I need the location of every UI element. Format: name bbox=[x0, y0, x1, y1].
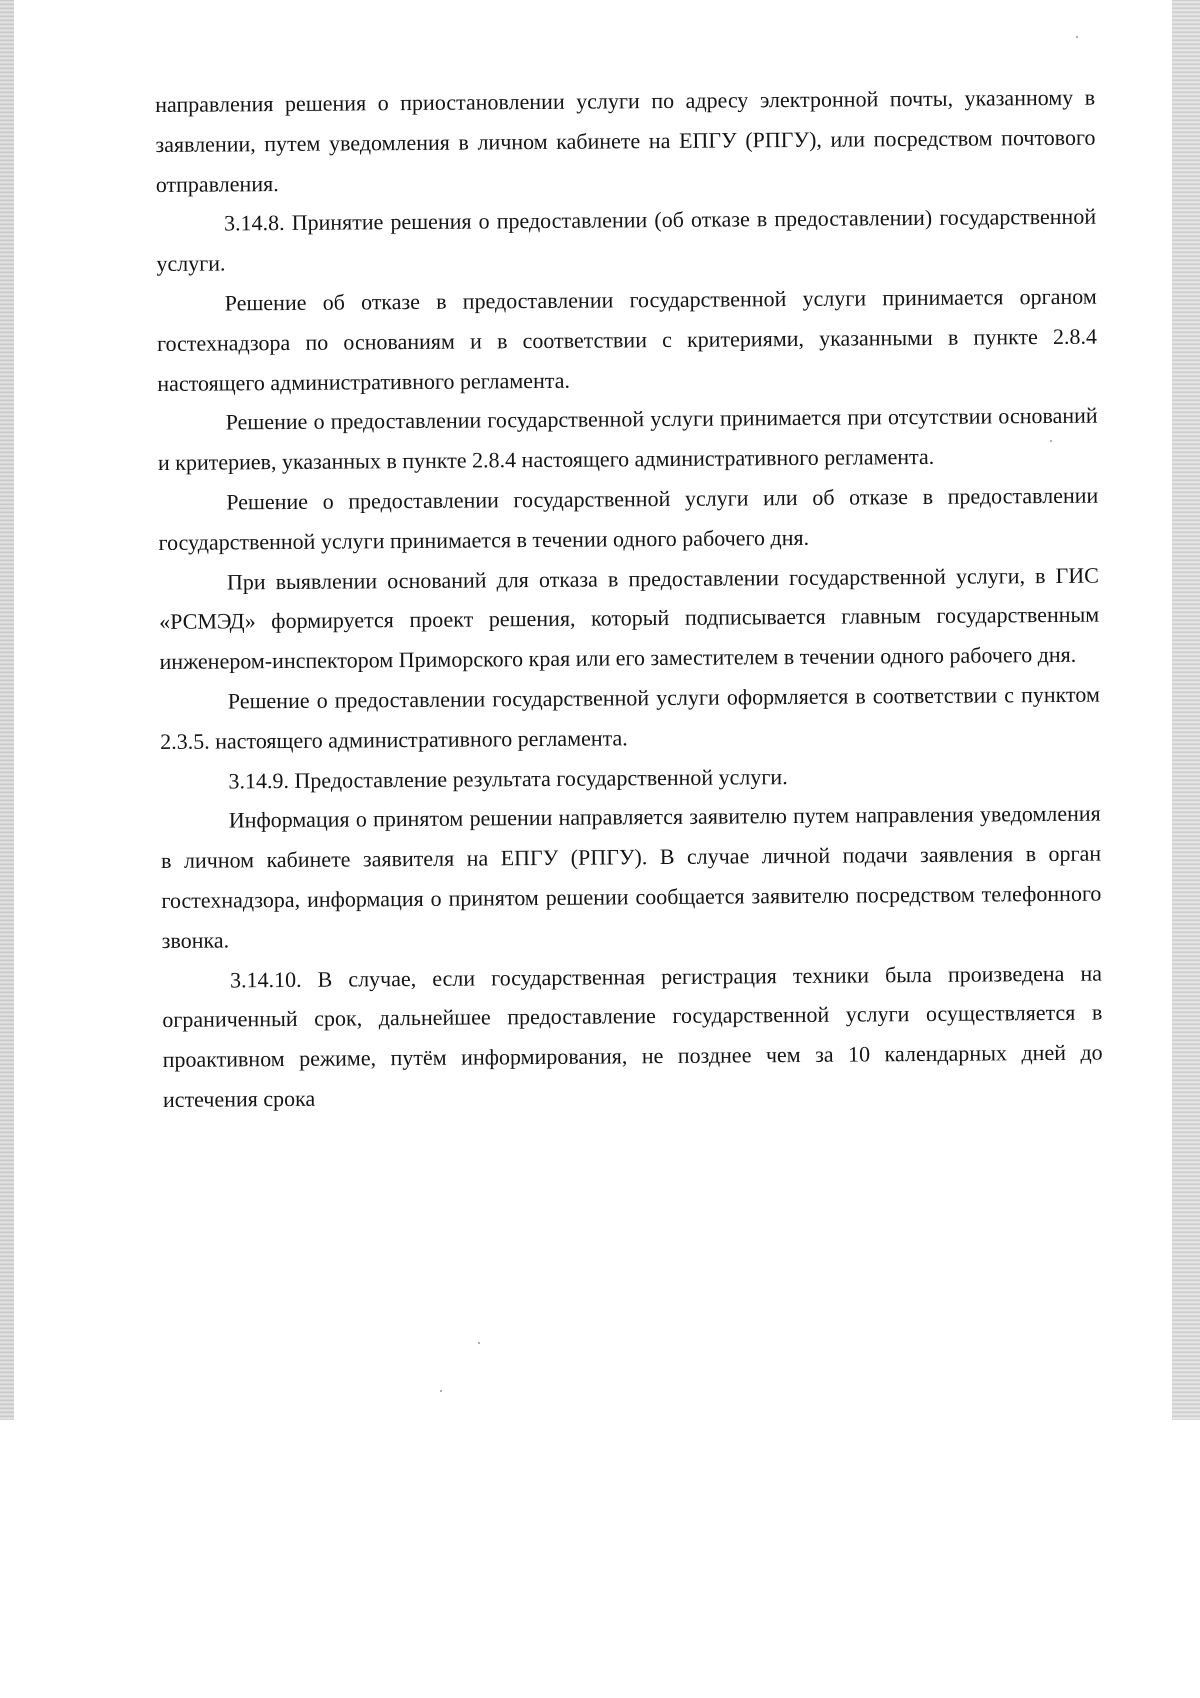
scan-edge-right bbox=[1172, 0, 1200, 1420]
paragraph-section-3-14-10: 3.14.10. В случае, если государственная регистрация техники была произведена на ограниченный срок, дальнейшее предоставление государственной услуги осуществляется в проактивном режиме, путём информирования, не позднее чем за 10 календарных дней до истечения срока bbox=[162, 960, 1103, 1112]
scan-speck bbox=[478, 1342, 480, 1344]
document-body bbox=[155, 78, 1103, 1120]
paragraph: Решение о предоставлении государственной услуги оформляется в соответствии с пунктом 2.3.5. настоящего административного регламента. bbox=[160, 681, 1100, 754]
paragraph: При выявлении оснований для отказа в предоставлении государственной услуги, в ГИС «РСМЭД» формируется проект решения, который подписывается главным государственным инженером-инспектором Приморского края или его заместителем в течении одного рабочего дня. bbox=[159, 562, 1100, 675]
scan-speck bbox=[1076, 36, 1078, 38]
paragraph-section-3-14-8: 3.14.8. Принятие решения о предоставлении (об отказе в предоставлении) государственной услуги. bbox=[156, 204, 1097, 277]
paragraph: Решение о предоставлении государственной услуги или об отказе в предоставлении государственной услуги принимается в течении одного рабочего дня. bbox=[158, 482, 1099, 555]
scan-speck bbox=[440, 1390, 442, 1392]
paragraph-section-3-14-9: 3.14.9. Предоставление результата государственной услуги. bbox=[228, 763, 788, 793]
paragraph: Решение об отказе в предоставлении государственной услуги принимается органом гостехнадзора по основаниям и в соответствии с критериями, указанными в пункте 2.8.4 настоящего административного регламента. bbox=[156, 283, 1098, 396]
paragraph: Решение о предоставлении государственной услуги принимается при отсутствии оснований и критериев, указанных в пункте 2.8.4 настоящего административного регламента. bbox=[157, 402, 1098, 476]
scan-edge-left bbox=[0, 0, 14, 1420]
paragraph: направления решения о приостановлении услуги по адресу электронной почты, указанному в заявлении, путем уведомления в личном кабинете на ЕПГУ (РПГУ), или посредством почтового отправления. bbox=[155, 84, 1096, 197]
paragraph: Информация о принятом решении направляется заявителю путем направления уведомления в личном кабинете заявителя на ЕПГУ (РПГУ). В случае личной подачи заявления в орган гостехнадзора, информация о принятом решении сообщается заявителю посредством телефонного звонка. bbox=[160, 800, 1102, 953]
page-bottom-blank bbox=[0, 1420, 1200, 1698]
